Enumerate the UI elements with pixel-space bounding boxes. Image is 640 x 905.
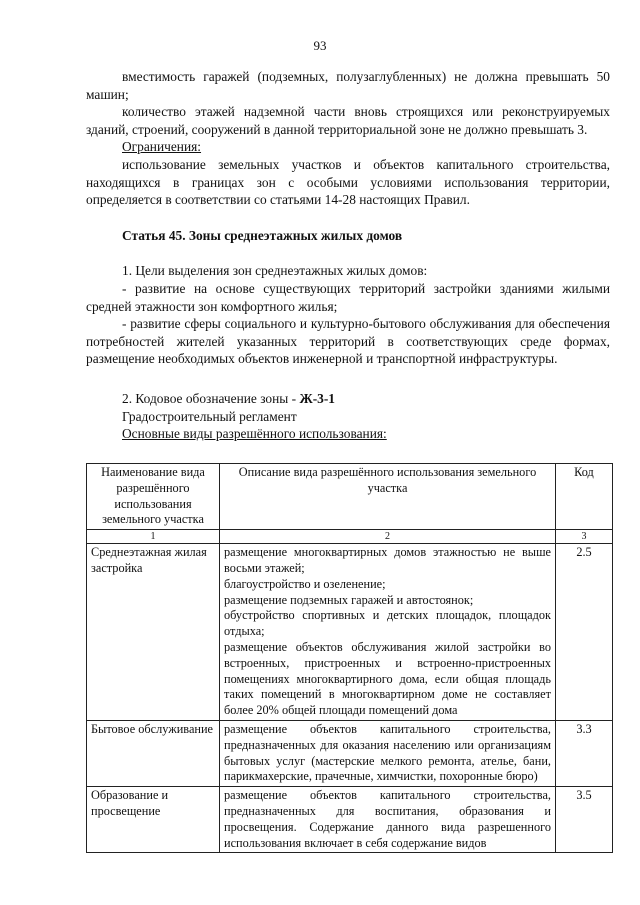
description-line: размещение объектов обслуживания жилой застройки во встроенных, пристроенных и встроенно-пристроенных помещениях многоквартирного дома, если общая площадь таких помещений в многоквартирном доме не составляет более 20% общей площади помещений дома: [224, 639, 551, 718]
header-name: Наименование вида разрешённого использования земельного участка: [87, 464, 220, 530]
use-code: 2.5: [556, 544, 613, 721]
description-line: размещение объектов капитального строительства, предназначенных для воспитания, образования и просвещения. Содержание данного вида разрешенного использования включает в себя содержание видов: [224, 788, 551, 850]
zone-code: Ж-3-1: [299, 390, 336, 406]
use-code: 3.5: [556, 787, 613, 853]
restrictions-label: [86, 138, 610, 156]
table-row: [87, 787, 613, 853]
permitted-uses-table: [86, 463, 613, 853]
paragraph-special-zones: использование земельных участков и объектов капитального строительства, находящихся в границах зон с особыми условиями использования территории, определяется в соответствии со статьями 14-28 настоящих Правил.: [86, 156, 610, 208]
page-number: 93: [313, 38, 327, 53]
column-number-row: [87, 530, 613, 544]
paragraph-garage-capacity: вместимость гаражей (подземных, полузаглубленных) не должна превышать 50 машин;: [86, 69, 610, 102]
use-description: [220, 787, 556, 853]
regulation-label: Градостроительный регламент: [122, 408, 297, 424]
main-uses-label-text: Основные виды разрешённого использования:: [122, 426, 387, 442]
use-description: [220, 544, 556, 721]
description-line: обустройство спортивных и детских площадок, площадок отдыха;: [224, 608, 551, 639]
header-code: Код: [556, 464, 613, 530]
use-name: Бытовое обслуживание: [87, 720, 220, 786]
paragraph-floor-count: количество этажей надземной части вновь строящихся или реконструируемых зданий, строений, сооружений в данной территориальной зоне не должно превышать 3.: [86, 104, 610, 137]
article-title: Статья 45. Зоны среднеэтажных жилых домов: [122, 227, 403, 243]
use-name: Среднеэтажная жилая застройка: [87, 544, 220, 721]
goal-item-2: - развитие сферы социального и культурно-бытового обслуживания для обеспечения потребностей жителей указанных территорий в соответствующих среде формах, размещение необходимых объектов инженерной и транспортной инфраструктуры.: [86, 316, 610, 367]
column-number-2: 2: [220, 530, 556, 544]
description-line: размещение подземных гаражей и автостоянок;: [224, 592, 474, 607]
restrictions-label-text: Ограничения:: [122, 139, 202, 155]
goal-item-1: - развитие на основе существующих территорий застройки зданиями жилыми средней этажности зон комфортного жилья;: [86, 280, 610, 314]
table-header-row: [87, 464, 613, 530]
description-line: благоустройство и озеленение;: [224, 576, 386, 591]
use-code: 3.3: [556, 720, 613, 786]
use-name: Образование и просвещение: [87, 787, 220, 853]
table-row: [87, 720, 613, 786]
description-line: размещение объектов капитального строительства, предназначенных для оказания населению или организациям бытовых услуг (мастерские мелкого ремонта, ателье, бани, парикмахерские, прачечные, химчистки, похоронные бюро): [224, 721, 551, 784]
column-number-3: 3: [556, 530, 613, 544]
column-number-1: 1: [87, 530, 220, 544]
goals-title: 1. Цели выделения зон среднеэтажных жилых домов:: [122, 263, 428, 279]
zone-code-line: [86, 390, 610, 408]
header-description: Описание вида разрешённого использования земельного участка: [220, 464, 556, 530]
use-description: [220, 720, 556, 786]
table-row: [87, 544, 613, 721]
description-line: размещение многоквартирных домов этажностью не выше восьми этажей;: [224, 545, 551, 575]
zone-code-prefix: 2. Кодовое обозначение зоны -: [122, 390, 300, 406]
document-body: [86, 68, 610, 443]
main-uses-label: [86, 425, 610, 443]
